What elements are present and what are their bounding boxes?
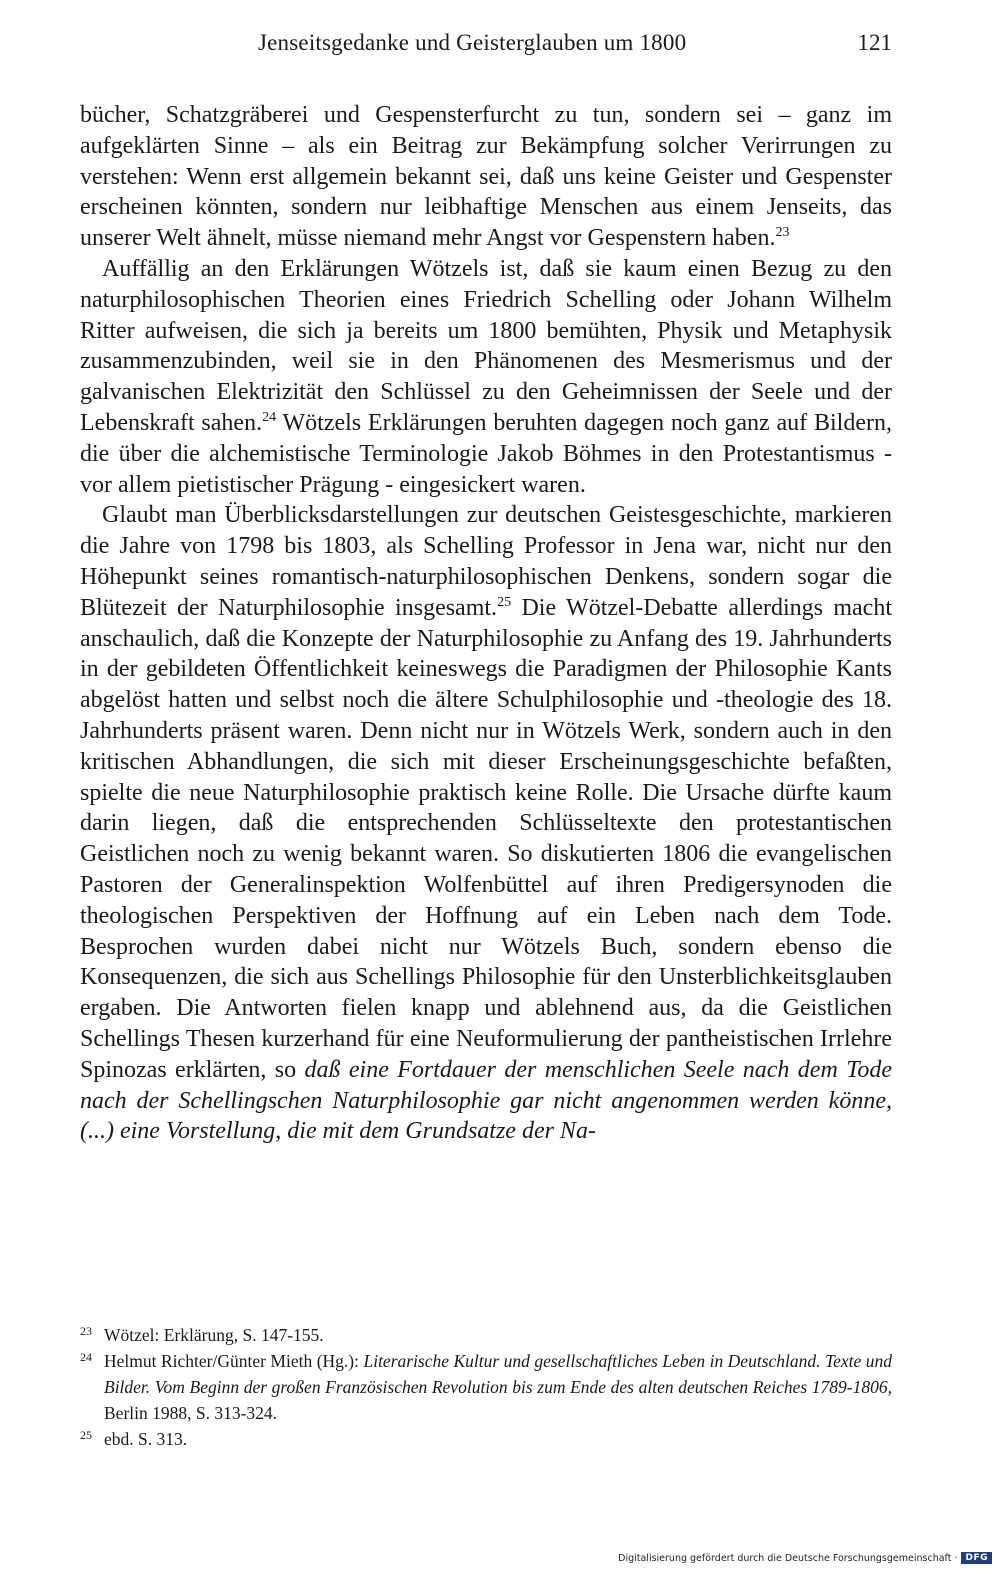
- footnote-ref-25[interactable]: 25: [497, 594, 512, 610]
- page-number: 121: [857, 30, 892, 55]
- footnote-number: 25: [80, 1428, 92, 1442]
- paragraph-1-text: bücher, Schatzgräberei und Gespensterfurcht zu tun, sondern sei – ganz im aufgeklärten Sinne – als ein Beitrag zur Bekämpfung solcher Verirrungen zu verstehen: Wenn erst allgemein bekannt sei, daß uns keine Geister und Gespenster erscheinen könnten, sondern nur leibhaftige Menschen aus einem Jenseits, das unserer Welt ähnelt, müsse niemand mehr Angst vor Gespenstern haben.: [80, 102, 892, 252]
- footnote-25: [80, 1426, 892, 1452]
- footnotes: [80, 1322, 892, 1452]
- footnote-24: [80, 1348, 892, 1426]
- footnote-text: [104, 1348, 892, 1426]
- paragraph-3: [80, 500, 892, 1147]
- paragraph-2-text-a: Auffällig an den Erklärungen Wötzels ist, daß sie kaum einen Bezug zu den naturphilosophischen Theorien eines Friedrich Schelling oder Johann Wilhelm Ritter aufweisen, die sich ja bereits um 1800 bemühten, Physik und Metaphysik zusammenzubinden, weil sie in den Phänomenen des Mesmerismus und der galvanischen Elektrizität den Schlüssel zu den Geheimnissen der Seele und der Lebenskraft sahen.: [80, 255, 892, 436]
- page-header: [80, 30, 892, 66]
- digitization-credit: [618, 1552, 992, 1564]
- paragraph-1: [80, 100, 892, 254]
- footnote-ref-24[interactable]: 24: [262, 409, 277, 425]
- footnote-author: Helmut Richter/Günter Mieth (Hg.):: [104, 1351, 364, 1371]
- main-text: [80, 100, 892, 1147]
- footnote-title: Literarische Kultur und gesellschaftliches Leben in Deutschland. Texte und Bilder. Vom Beginn der großen Französischen Revolution bis zum Ende des alten deutschen Reiches 1789-1806: [104, 1351, 893, 1397]
- dfg-logo: DFG: [961, 1552, 992, 1564]
- running-title: Jenseitsgedanke und Geisterglauben um 1800: [258, 30, 687, 55]
- footnote-rest: , Berlin 1988, S. 313-324.: [104, 1377, 892, 1423]
- footnote-number: 23: [80, 1324, 92, 1338]
- paragraph-3-quote: daß eine Fortdauer der menschlichen Seele nach dem Tode nach der Schellingschen Naturphilosophie gar nicht angenommen werden könne, (...) eine Vorstellung, die mit dem Grundsatze der Na-: [80, 1056, 892, 1145]
- credit-text: Digitalisierung gefördert durch die Deutsche Forschungsgemeinschaft ·: [618, 1552, 958, 1564]
- footnote-text: ebd. S. 313.: [104, 1429, 188, 1449]
- footnote-ref-23[interactable]: 23: [775, 225, 790, 241]
- footnote-23: [80, 1322, 892, 1348]
- footnote-text: Wötzel: Erklärung, S. 147-155.: [104, 1325, 324, 1345]
- paragraph-3-text-b: Die Wötzel-Debatte allerdings macht anschaulich, daß die Konzepte der Naturphilosophie zu Anfang des 19. Jahrhunderts in der gebildeten Öffentlichkeit keineswegs die Paradigmen der Philosophie Kants abgelöst hatten und selbst noch die ältere Schulphilosophie und -theologie des 18. Jahrhunderts präsent waren. Denn nicht nur in Wötzels Werk, sondern auch in den kritischen Abhandlungen, die sich mit dieser Erscheinungsgeschichte befaßten, spielte die neue Naturphilosophie praktisch keine Rolle. Die Ursache dürfte kaum darin liegen, daß die entsprechenden Schlüsseltexte den protestantischen Geistlichen noch zu wenig bekannt waren. So diskutierten 1806 die evangelischen Pastoren der Generalinspektion Wolfenbüttel auf ihren Predigersynoden die theologischen Perspektiven der Hoffnung auf ein Leben nach dem Tode. Besprochen wurden dabei nicht nur Wötzels Buch, sondern ebenso die Konsequenzen, die sich aus Schellings Philosophie für den Unsterblichkeitsglauben ergaben. Die Antworten fielen knapp und ablehnend aus, da die Geistlichen Schellings Thesen kurzerhand für eine Neuformulierung der pantheistischen Irrlehre Spinozas erklärten, so: [80, 594, 892, 1083]
- paragraph-2-text-b: Wötzels Erklärungen beruhten dagegen noch ganz auf Bildern, die über die alchemistische Terminologie Jakob Böhmes in den Protestantismus - vor allem pietistischer Prägung - eingesickert waren.: [80, 409, 892, 498]
- paragraph-3-text-a: Glaubt man Überblicksdarstellungen zur deutschen Geistesgeschichte, markieren die Jahre von 1798 bis 1803, als Schelling Professor in Jena war, nicht nur den Höhepunkt seines romantisch-naturphilosophischen Denkens, sondern sogar die Blütezeit der Naturphilosophie insgesamt.: [80, 502, 892, 621]
- footnote-number: 24: [80, 1350, 92, 1364]
- paragraph-2: [80, 254, 892, 500]
